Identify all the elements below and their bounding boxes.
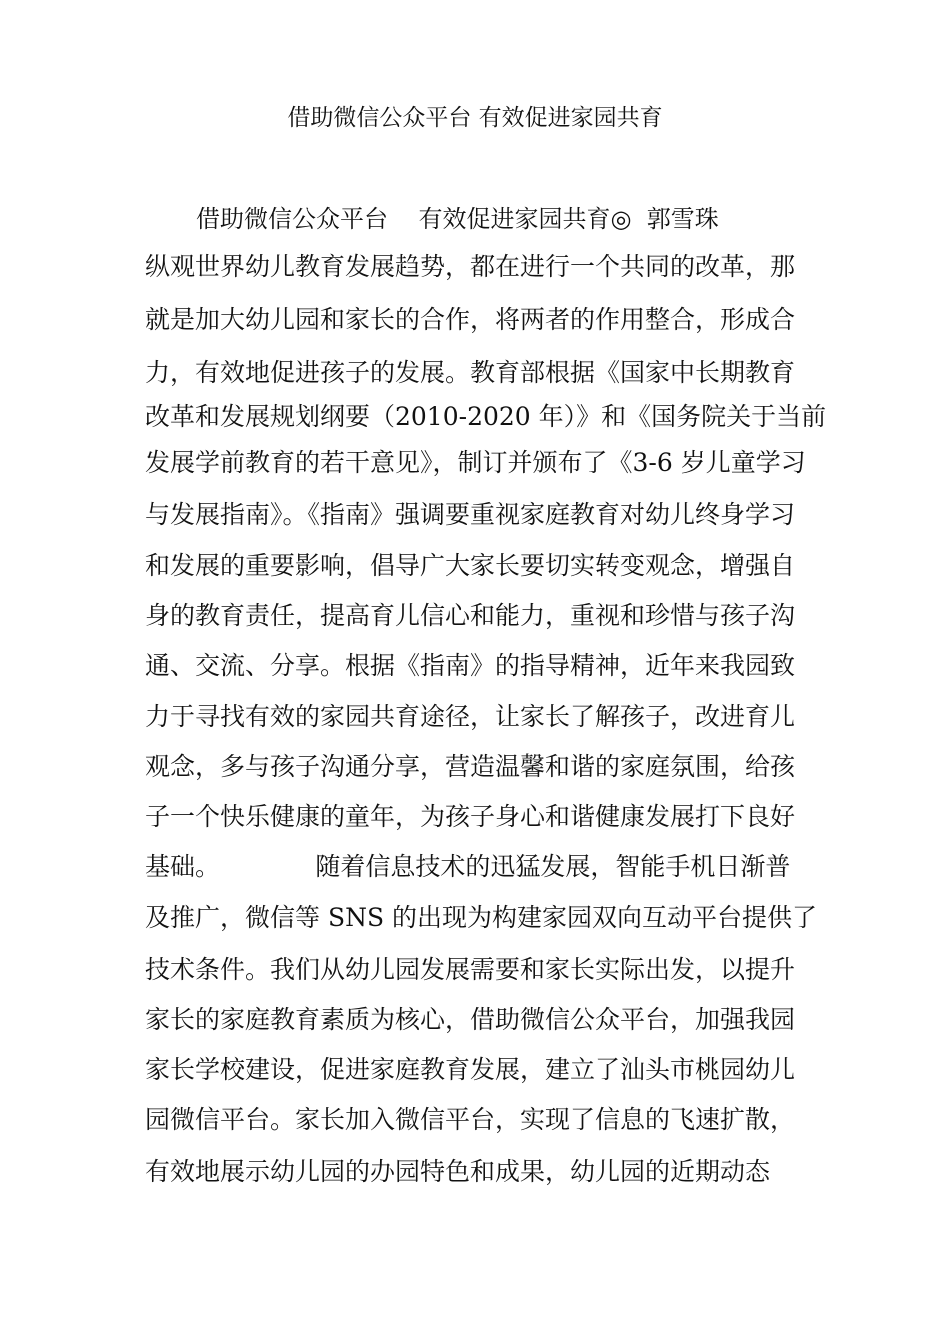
body-line: 纵观世界幼儿教育发展趋势，都在进行一个共同的改革，那 — [145, 252, 796, 281]
body-line: 有效地展示幼儿园的办园特色和成果，幼儿园的近期动态 — [145, 1157, 771, 1186]
article-subtitle: 借助微信公众平台 有效促进家园共育◎ 郭雪珠 — [196, 205, 719, 233]
body-line: 改革和发展规划纲要（2010-2020 年）》和《国务院关于当前 — [145, 402, 827, 431]
body-line: 和发展的重要影响，倡导广大家长要切实转变观念，增强自 — [145, 551, 796, 580]
body-line: 身的教育责任，提高育儿信心和能力，重视和珍惜与孩子沟 — [145, 601, 796, 630]
body-line: 技术条件。我们从幼儿园发展需要和家长实际出发，以提升 — [145, 955, 796, 984]
body-line: 与发展指南》。《指南》强调要重视家庭教育对幼儿终身学习 — [145, 500, 796, 529]
body-line: 园微信平台。家长加入微信平台，实现了信息的飞速扩散， — [145, 1105, 796, 1134]
document-title: 借助微信公众平台 有效促进家园共育 — [287, 105, 663, 131]
body-line: 家长学校建设，促进家庭教育发展，建立了汕头市桃园幼儿 — [145, 1055, 796, 1084]
body-line: 就是加大幼儿园和家长的合作，将两者的作用整合，形成合 — [145, 305, 796, 334]
body-line: 发展学前教育的若干意见》，制订并颁布了《3-6 岁儿童学习 — [145, 448, 806, 477]
body-line: 力于寻找有效的家园共育途径，让家长了解孩子，改进育儿 — [145, 702, 796, 731]
body-line: 通、交流、分享。根据《指南》的指导精神，近年来我园致 — [145, 651, 796, 680]
body-line: 子一个快乐健康的童年，为孩子身心和谐健康发展打下良好 — [145, 802, 796, 831]
body-line: 及推广，微信等 SNS 的出现为构建家园双向互动平台提供了 — [145, 903, 818, 932]
body-line: 力，有效地促进孩子的发展。教育部根据《国家中长期教育 — [145, 358, 796, 387]
body-line: 观念，多与孩子沟通分享，营造温馨和谐的家庭氛围，给孩 — [145, 752, 796, 781]
body-line: 家长的家庭教育素质为核心，借助微信公众平台，加强我园 — [145, 1005, 796, 1034]
body-line: 基础。 随着信息技术的迅猛发展，智能手机日渐普 — [145, 852, 791, 881]
